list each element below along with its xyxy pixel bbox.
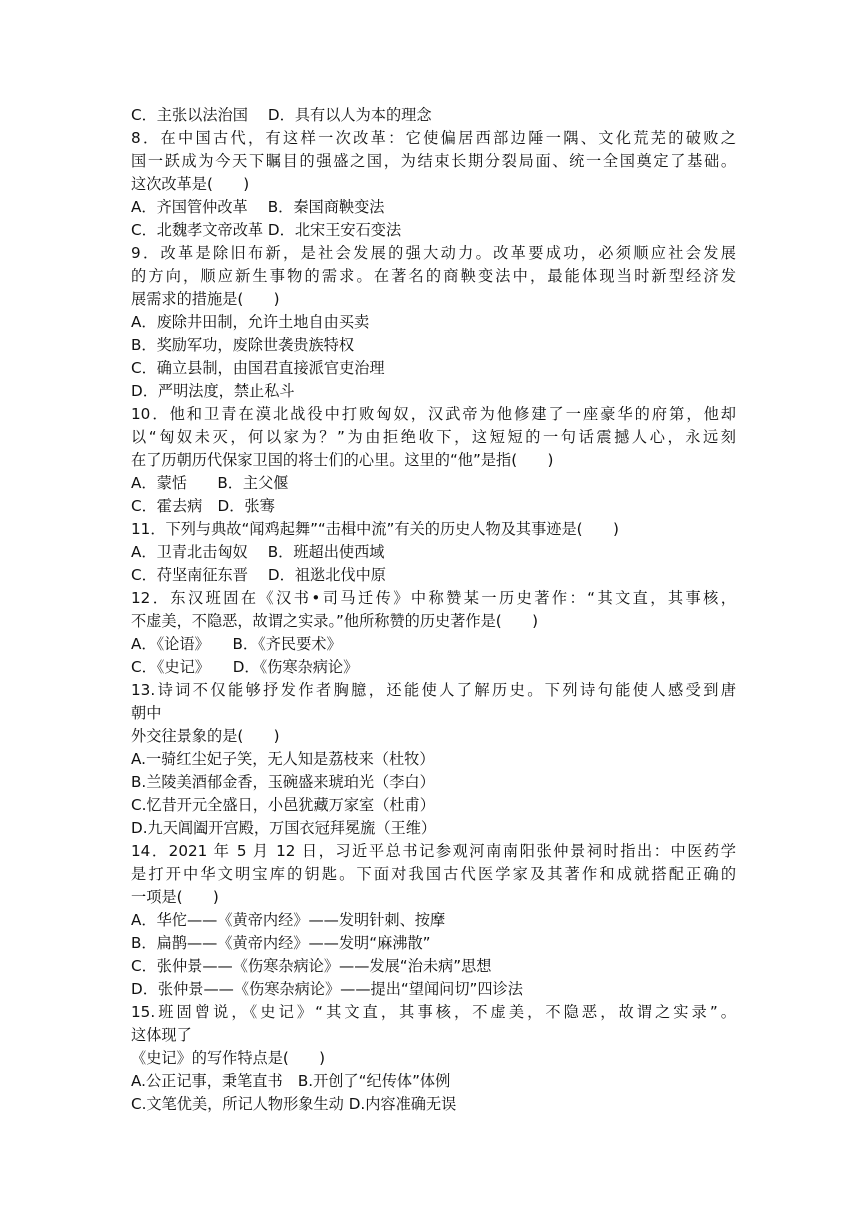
option-line: C．《史记》 D．《伤寒杂病论》 <box>131 658 359 676</box>
question-15-prompt: 《史记》的写作特点是( ) <box>131 1049 326 1067</box>
question-10-stem: 10．他和卫青在漠北战役中打败匈奴，汉武帝为他修建了一座豪华的府第，他却 <box>131 405 736 423</box>
question-15-stem: 15.班固曾说，《史记》“其文直，其事核，不虚美，不隐恶，故谓之实录”。 <box>131 1003 736 1021</box>
option-line: B．扁鹊——《黄帝内经》——发明“麻沸散” <box>131 934 431 952</box>
option-line: A．卫青北击匈奴 B．班超出使西域 <box>131 543 385 561</box>
option-line: C．张仲景——《伤寒杂病论》——发展“治未病”思想 <box>131 957 492 975</box>
option-line: A.公正记事，秉笔直书 B.开创了“纪传体”体例 <box>131 1072 451 1090</box>
question-13-stem: 13.诗词不仅能够抒发作者胸臆，还能使人了解历史。下列诗句能使人感受到唐 <box>131 681 736 699</box>
question-10-prompt: 在了历朝历代保家卫国的将士们的心里。这里的“他”是指( ) <box>131 451 554 469</box>
option-line: C．霍去病 D．张骞 <box>131 497 275 515</box>
question-12-prompt: 不虚美，不隐恶，故谓之实录。”他所称赞的历史著作是( ) <box>131 612 538 630</box>
question-8-stem-cont: 国一跃成为今天下瞩目的强盛之国，为结束长期分裂局面、统一全国奠定了基础。 <box>131 152 736 170</box>
question-8-stem: 8．在中国古代，有这样一次改革：它使偏居西部边陲一隅、文化荒芜的破败之 <box>131 129 736 147</box>
option-line: A.一骑红尘妃子笑，无人知是荔枝来（杜牧） <box>131 750 435 768</box>
question-text-block <box>131 104 736 1116</box>
option-line: A．蒙恬 B．主父偃 <box>131 474 289 492</box>
option-line: D．张仲景——《伤寒杂病论》——提出“望闻问切”四诊法 <box>131 980 523 998</box>
option-line: B．奖励军功，废除世袭贵族特权 <box>131 336 355 354</box>
option-line: A．华佗——《黄帝内经》——发明针刺、按摩 <box>131 911 446 929</box>
option-line: C.文笔优美，所记人物形象生动 D.内容准确无误 <box>131 1095 457 1113</box>
question-14-stem: 14．2021 年 5 月 12 日，习近平总书记参观河南南阳张仲景祠时指出：中医药学 <box>131 842 736 860</box>
option-line: D.九天阊阖开宫殿，万国衣冠拜冕旒（王维） <box>131 819 437 837</box>
option-line: C．主张以法治国 D．具有以人为本的理念 <box>131 106 432 124</box>
option-line: C．确立县制，由国君直接派官吏治理 <box>131 359 385 377</box>
question-12-stem: 12．东汉班固在《汉书•司马迁传》中称赞某一历史著作：“其文直，其事核， <box>131 589 736 607</box>
question-15-stem-cont: 这体现了 <box>131 1026 192 1044</box>
option-line: C.忆昔开元全盛日，小邑犹藏万家室（杜甫） <box>131 796 435 814</box>
question-13-stem-cont: 朝中 <box>131 704 162 722</box>
question-9-stem-cont: 的方向，顺应新生事物的需求。在著名的商鞅变法中，最能体现当时新型经济发 <box>131 267 736 285</box>
option-line: A．齐国管仲改革 B．秦国商鞅变法 <box>131 198 385 216</box>
question-11-stem: 11．下列与典故“闻鸡起舞”“击楫中流”有关的历史人物及其事迹是( ) <box>131 520 619 538</box>
option-line: A．废除井田制，允许土地自由买卖 <box>131 313 370 331</box>
option-line: C．苻坚南征东晋 D．祖逖北伐中原 <box>131 566 386 584</box>
option-line: C．北魏孝文帝改革 D．北宋王安石变法 <box>131 221 402 239</box>
question-14-stem-cont: 是打开中华文明宝库的钥匙。下面对我国古代医学家及其著作和成就搭配正确的 <box>131 865 736 883</box>
question-9-stem: 9．改革是除旧布新，是社会发展的强大动力。改革要成功，必须顺应社会发展 <box>131 244 736 262</box>
question-14-prompt: 一项是( ) <box>131 888 219 906</box>
question-9-prompt: 展需求的措施是( ) <box>131 290 280 308</box>
option-line: B.兰陵美酒郁金香，玉碗盛来琥珀光（李白） <box>131 773 435 791</box>
question-10-stem-cont: 以“匈奴未灭，何以家为？”为由拒绝收下，这短短的一句话震撼人心，永远刻 <box>131 428 736 446</box>
question-8-prompt: 这次改革是( ) <box>131 175 250 193</box>
option-line: A．《论语》 B．《齐民要术》 <box>131 635 342 653</box>
option-line: D．严明法度，禁止私斗 <box>131 382 295 400</box>
question-13-prompt: 外交往景象的是( ) <box>131 727 280 745</box>
